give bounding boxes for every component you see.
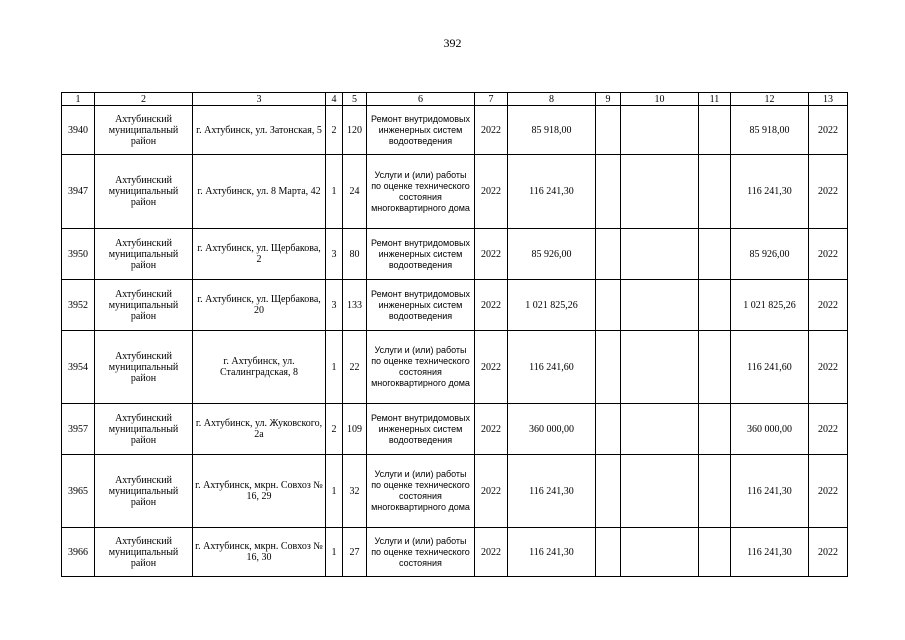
table-row <box>62 331 848 404</box>
column-11-cell <box>699 229 731 280</box>
cost-cell: 85 926,00 <box>508 229 596 280</box>
address-cell: г. Ахтубинск, ул. Щербакова, 2 <box>193 229 326 280</box>
column-10-cell <box>621 155 699 229</box>
column-number: 7 <box>475 93 508 106</box>
page-number: 392 <box>443 36 462 50</box>
table-row <box>62 229 848 280</box>
cost-cell: 116 241,30 <box>508 455 596 528</box>
column-number: 11 <box>699 93 731 106</box>
column-11-cell <box>699 155 731 229</box>
address-cell: г. Ахтубинск, мкрн. Совхоз № 16, 29 <box>193 455 326 528</box>
total-cost-cell: 116 241,30 <box>731 455 809 528</box>
column-11-cell <box>699 404 731 455</box>
column-4-cell: 2 <box>326 106 343 155</box>
table-row <box>62 280 848 331</box>
column-number: 12 <box>731 93 809 106</box>
column-5-cell: 133 <box>343 280 367 331</box>
row-id-cell: 3957 <box>62 404 95 455</box>
work-type-cell: Услуги и (или) работы по оценке технического состояния многоквартирного дома <box>367 155 475 229</box>
column-9-cell <box>596 455 621 528</box>
total-cost-cell: 116 241,60 <box>731 331 809 404</box>
column-10-cell <box>621 331 699 404</box>
column-5-cell: 32 <box>343 455 367 528</box>
column-number: 6 <box>367 93 475 106</box>
work-type-cell: Ремонт внутридомовых инженерных систем водоотведения <box>367 229 475 280</box>
table-row <box>62 106 848 155</box>
column-10-cell <box>621 106 699 155</box>
district-cell: Ахтубинский муниципальный район <box>95 331 193 404</box>
work-type-cell: Ремонт внутридомовых инженерных систем водоотведения <box>367 106 475 155</box>
column-4-cell: 1 <box>326 455 343 528</box>
end-year-cell: 2022 <box>809 155 848 229</box>
column-10-cell <box>621 229 699 280</box>
column-11-cell <box>699 455 731 528</box>
column-4-cell: 1 <box>326 528 343 577</box>
row-id-cell: 3947 <box>62 155 95 229</box>
district-cell: Ахтубинский муниципальный район <box>95 155 193 229</box>
cost-cell: 85 918,00 <box>508 106 596 155</box>
address-cell: г. Ахтубинск, ул. Щербакова, 20 <box>193 280 326 331</box>
column-11-cell <box>699 331 731 404</box>
address-cell: г. Ахтубинск, ул. Жуковского, 2а <box>193 404 326 455</box>
column-10-cell <box>621 404 699 455</box>
work-type-cell: Ремонт внутридомовых инженерных систем водоотведения <box>367 404 475 455</box>
column-number: 2 <box>95 93 193 106</box>
table-row <box>62 455 848 528</box>
total-cost-cell: 116 241,30 <box>731 528 809 577</box>
end-year-cell: 2022 <box>809 106 848 155</box>
total-cost-cell: 116 241,30 <box>731 155 809 229</box>
total-cost-cell: 360 000,00 <box>731 404 809 455</box>
column-number: 10 <box>621 93 699 106</box>
year-cell: 2022 <box>475 455 508 528</box>
column-10-cell <box>621 528 699 577</box>
column-5-cell: 22 <box>343 331 367 404</box>
address-cell: г. Ахтубинск, мкрн. Совхоз № 16, 30 <box>193 528 326 577</box>
column-number: 8 <box>508 93 596 106</box>
table-row <box>62 404 848 455</box>
district-cell: Ахтубинский муниципальный район <box>95 455 193 528</box>
column-number-row <box>62 93 848 106</box>
year-cell: 2022 <box>475 404 508 455</box>
column-9-cell <box>596 528 621 577</box>
column-4-cell: 3 <box>326 280 343 331</box>
year-cell: 2022 <box>475 280 508 331</box>
work-type-cell: Услуги и (или) работы по оценке технического состояния многоквартирного дома <box>367 331 475 404</box>
column-9-cell <box>596 155 621 229</box>
district-cell: Ахтубинский муниципальный район <box>95 528 193 577</box>
year-cell: 2022 <box>475 528 508 577</box>
column-number: 9 <box>596 93 621 106</box>
total-cost-cell: 1 021 825,26 <box>731 280 809 331</box>
column-5-cell: 120 <box>343 106 367 155</box>
column-10-cell <box>621 280 699 331</box>
column-11-cell <box>699 528 731 577</box>
year-cell: 2022 <box>475 229 508 280</box>
total-cost-cell: 85 918,00 <box>731 106 809 155</box>
column-9-cell <box>596 229 621 280</box>
column-5-cell: 80 <box>343 229 367 280</box>
column-4-cell: 3 <box>326 229 343 280</box>
end-year-cell: 2022 <box>809 455 848 528</box>
column-9-cell <box>596 280 621 331</box>
end-year-cell: 2022 <box>809 404 848 455</box>
end-year-cell: 2022 <box>809 528 848 577</box>
district-cell: Ахтубинский муниципальный район <box>95 229 193 280</box>
year-cell: 2022 <box>475 331 508 404</box>
column-number: 13 <box>809 93 848 106</box>
cost-cell: 360 000,00 <box>508 404 596 455</box>
column-number: 5 <box>343 93 367 106</box>
row-id-cell: 3954 <box>62 331 95 404</box>
row-id-cell: 3952 <box>62 280 95 331</box>
cost-cell: 116 241,30 <box>508 528 596 577</box>
column-4-cell: 1 <box>326 155 343 229</box>
end-year-cell: 2022 <box>809 280 848 331</box>
column-number: 1 <box>62 93 95 106</box>
cost-cell: 116 241,30 <box>508 155 596 229</box>
district-cell: Ахтубинский муниципальный район <box>95 106 193 155</box>
row-id-cell: 3966 <box>62 528 95 577</box>
table-row <box>62 528 848 577</box>
end-year-cell: 2022 <box>809 229 848 280</box>
column-5-cell: 109 <box>343 404 367 455</box>
work-type-cell: Ремонт внутридомовых инженерных систем водоотведения <box>367 280 475 331</box>
column-5-cell: 27 <box>343 528 367 577</box>
work-type-cell: Услуги и (или) работы по оценке технического состояния многоквартирного дома <box>367 455 475 528</box>
end-year-cell: 2022 <box>809 331 848 404</box>
year-cell: 2022 <box>475 155 508 229</box>
row-id-cell: 3950 <box>62 229 95 280</box>
table-row <box>62 155 848 229</box>
total-cost-cell: 85 926,00 <box>731 229 809 280</box>
capital-repair-table <box>61 92 848 577</box>
column-9-cell <box>596 404 621 455</box>
column-10-cell <box>621 455 699 528</box>
column-9-cell <box>596 331 621 404</box>
column-9-cell <box>596 106 621 155</box>
cost-cell: 116 241,60 <box>508 331 596 404</box>
year-cell: 2022 <box>475 106 508 155</box>
column-11-cell <box>699 280 731 331</box>
column-number: 3 <box>193 93 326 106</box>
district-cell: Ахтубинский муниципальный район <box>95 280 193 331</box>
row-id-cell: 3940 <box>62 106 95 155</box>
row-id-cell: 3965 <box>62 455 95 528</box>
work-type-cell: Услуги и (или) работы по оценке технического состояния <box>367 528 475 577</box>
address-cell: г. Ахтубинск, ул. 8 Марта, 42 <box>193 155 326 229</box>
address-cell: г. Ахтубинск, ул. Затонская, 5 <box>193 106 326 155</box>
column-4-cell: 1 <box>326 331 343 404</box>
address-cell: г. Ахтубинск, ул. Сталинградская, 8 <box>193 331 326 404</box>
column-4-cell: 2 <box>326 404 343 455</box>
district-cell: Ахтубинский муниципальный район <box>95 404 193 455</box>
column-number: 4 <box>326 93 343 106</box>
column-11-cell <box>699 106 731 155</box>
column-5-cell: 24 <box>343 155 367 229</box>
cost-cell: 1 021 825,26 <box>508 280 596 331</box>
